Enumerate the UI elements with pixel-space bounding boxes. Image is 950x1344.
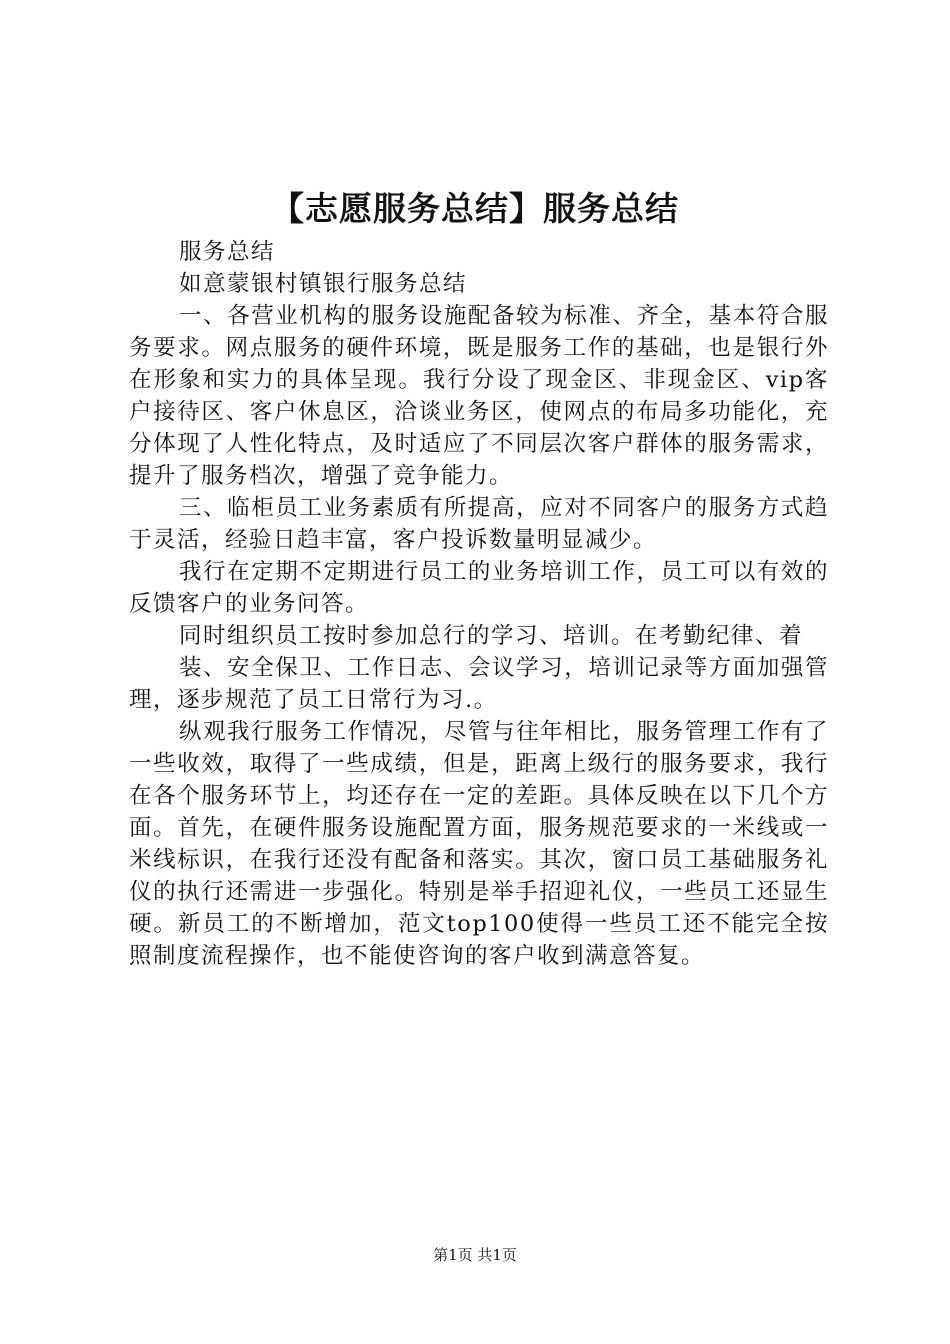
paragraph-review: 纵观我行服务工作情况，尽管与往年相比，服务管理工作有了一些收效，取得了一些成绩，但是，距离上级行的服务要求，我行在各个服务环节上，均还存在一定的差距。具体反映在以下几个方面。首先，在硬件服务设施配置方面，服务规范要求的一米线或一米线标识，在我行还没有配备和落实。其次，窗口员工基础服务礼仪的执行还需进一步强化。特别是举手招迎礼仪，一些员工还显生硬。新员工的不断增加，范文top100使得一些员工还不能完全按照制度流程操作，也不能使咨询的客户收到满意答复。 bbox=[129, 719, 829, 969]
page-footer: 第1页 共1页 bbox=[433, 1246, 517, 1264]
paragraph-subtitle: 如意蒙银村镇银行服务总结 bbox=[179, 271, 468, 297]
paragraph-training: 我行在定期不定期进行员工的业务培训工作，员工可以有效的反馈客户的业务问答。 bbox=[129, 559, 829, 617]
paragraph-item-one: 一、各营业机构的服务设施配备较为标准、齐全，基本符合服务要求。网点服务的硬件环境，既是服务工作的基础，也是银行外在形象和实力的具体呈现。我行分设了现金区、非现金区、vip客户接待区、客户休息区，洽谈业务区，使网点的布局多功能化，充分体现了人性化特点，及时适应了不同层次客户群体的服务需求，提升了服务档次，增强了竞争能力。 bbox=[129, 303, 829, 489]
paragraph-management: 装、安全保卫、工作日志、会议学习，培训记录等方面加强管理，逐步规范了员工日常行为习.。 bbox=[129, 655, 829, 713]
paragraph-study: 同时组织员工按时参加总行的学习、培训。在考勤纪律、着 bbox=[179, 623, 804, 649]
document-title: 【志愿服务总结】服务总结 bbox=[271, 189, 679, 228]
document-body bbox=[129, 236, 829, 972]
paragraph-heading: 服务总结 bbox=[179, 239, 276, 265]
paragraph-item-three: 三、临柜员工业务素质有所提高，应对不同客户的服务方式趋于灵活，经验日趋丰富，客户投诉数量明显减少。 bbox=[129, 495, 829, 553]
